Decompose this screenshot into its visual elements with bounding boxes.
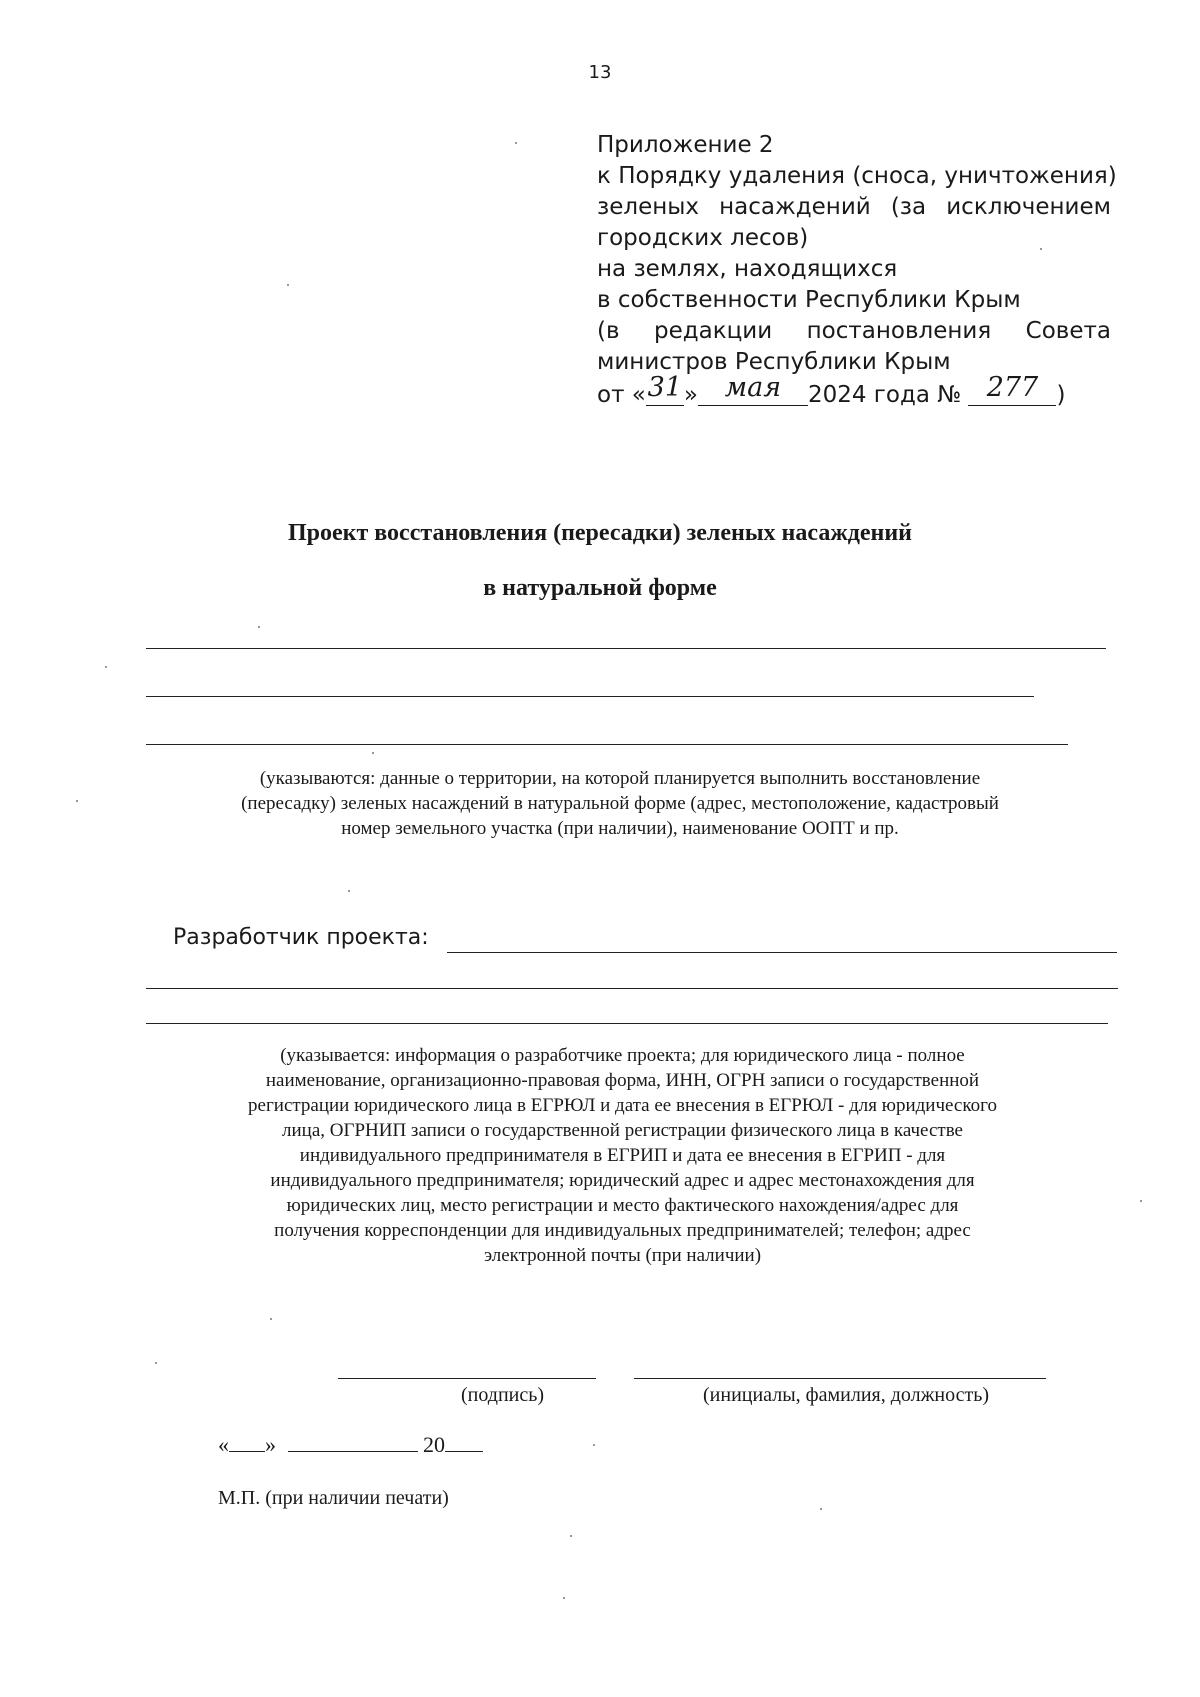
- note-line: электронной почты (при наличии): [483, 1245, 762, 1266]
- appendix-line: зеленых насаждений (за исключением: [597, 194, 1111, 220]
- note-line: индивидуального предпринимателя в ЕГРИП и дата ее внесения в ЕГРИП - для: [299, 1145, 946, 1166]
- scan-speck: [105, 666, 107, 668]
- month-blank: [288, 1433, 418, 1452]
- scan-speck: [593, 1444, 595, 1446]
- scan-speck: [287, 284, 289, 286]
- developer-fill-line: [146, 988, 1118, 989]
- month-field: [698, 372, 808, 406]
- scan-speck: [155, 1362, 157, 1364]
- scan-speck: [76, 800, 78, 802]
- appendix-date-line: [597, 372, 1111, 411]
- appendix-line: министров Республики Крым: [597, 349, 951, 375]
- territory-note: [130, 766, 1110, 841]
- signature-caption: (подпись): [461, 1384, 545, 1406]
- day-blank: [229, 1433, 265, 1452]
- handwritten-number: 277: [986, 372, 1039, 403]
- appendix-line: к Порядку удаления (сноса, уничтожения): [597, 163, 1117, 189]
- scan-speck: [563, 1597, 565, 1599]
- signature-date: [218, 1432, 483, 1458]
- scan-speck: [258, 626, 260, 628]
- handwritten-day: 31: [647, 372, 683, 403]
- developer-note: [130, 1043, 1115, 1268]
- territory-fill-line: [146, 696, 1034, 697]
- territory-fill-line: [146, 744, 1068, 745]
- document-title-line1: Проект восстановления (пересадки) зеленых насаждений: [287, 520, 913, 546]
- date-prefix: от «: [597, 382, 646, 408]
- developer-fill-line: [146, 1023, 1108, 1024]
- appendix-line: в собственности Республики Крым: [597, 287, 1021, 313]
- scan-speck: [270, 1318, 272, 1320]
- note-line: индивидуального предпринимателя; юридический адрес и адрес местонахождения для: [270, 1170, 975, 1191]
- stamp-note: М.П. (при наличии печати): [218, 1487, 449, 1509]
- page-number: 13: [588, 62, 612, 83]
- name-line: [634, 1378, 1046, 1379]
- note-line: получения корреспонденции для индивидуальных предпринимателей; телефон; адрес: [274, 1220, 971, 1241]
- year-text: 2024 года №: [807, 382, 962, 408]
- scan-speck: [515, 142, 517, 144]
- note-line: (указываются: данные о территории, на которой планируется выполнить восстановление: [259, 768, 981, 789]
- year-blank: [445, 1433, 483, 1452]
- document-title-line2: в натуральной форме: [483, 575, 717, 601]
- appendix-header: [597, 130, 1117, 411]
- note-line: наименование, организационно-правовая форма, ИНН, ОГРН записи о государственной: [265, 1070, 980, 1091]
- developer-fill-line: [447, 952, 1117, 953]
- scan-speck: [570, 1535, 572, 1537]
- appendix-line: на землях, находящихся: [597, 256, 898, 282]
- note-line: (указывается: информация о разработчике проекта; для юридического лица - полное: [280, 1045, 965, 1066]
- quote-close: »: [683, 382, 698, 408]
- territory-fill-line: [146, 648, 1106, 649]
- note-line: регистрации юридического лица в ЕГРЮЛ и дата ее внесения в ЕГРЮЛ - для юридического: [248, 1095, 997, 1116]
- handwritten-month: мая: [724, 372, 782, 403]
- note-line: лица, ОГРНИП записи о государственной регистрации физического лица в качестве: [282, 1120, 963, 1141]
- year-prefix: 20: [423, 1432, 445, 1457]
- scan-speck: [1140, 1200, 1142, 1202]
- day-field: [646, 372, 684, 406]
- date-open-quote: «: [218, 1432, 229, 1457]
- date-close-quote: »: [265, 1432, 276, 1457]
- developer-label: Разработчик проекта:: [173, 925, 429, 950]
- close-paren: ): [1056, 382, 1066, 408]
- note-line: (пересадку) зеленых насаждений в натуральной форме (адрес, местоположение, кадастровый: [241, 793, 999, 814]
- scan-speck: [820, 1508, 822, 1510]
- signature-line: [338, 1378, 596, 1379]
- scan-speck: [348, 890, 350, 892]
- appendix-line: городских лесов): [597, 225, 809, 251]
- number-field: [968, 372, 1056, 406]
- scan-speck: [1040, 248, 1042, 250]
- scan-speck: [372, 752, 374, 754]
- note-line: юридических лиц, место регистрации и место фактического нахождения/адрес для: [286, 1195, 959, 1216]
- note-line: номер земельного участка (при наличии), наименование ООПТ и пр.: [341, 818, 899, 839]
- appendix-line: (в редакции постановления Совета: [597, 318, 1111, 344]
- name-caption: (инициалы, фамилия, должность): [703, 1384, 990, 1406]
- appendix-line: Приложение 2: [597, 132, 774, 158]
